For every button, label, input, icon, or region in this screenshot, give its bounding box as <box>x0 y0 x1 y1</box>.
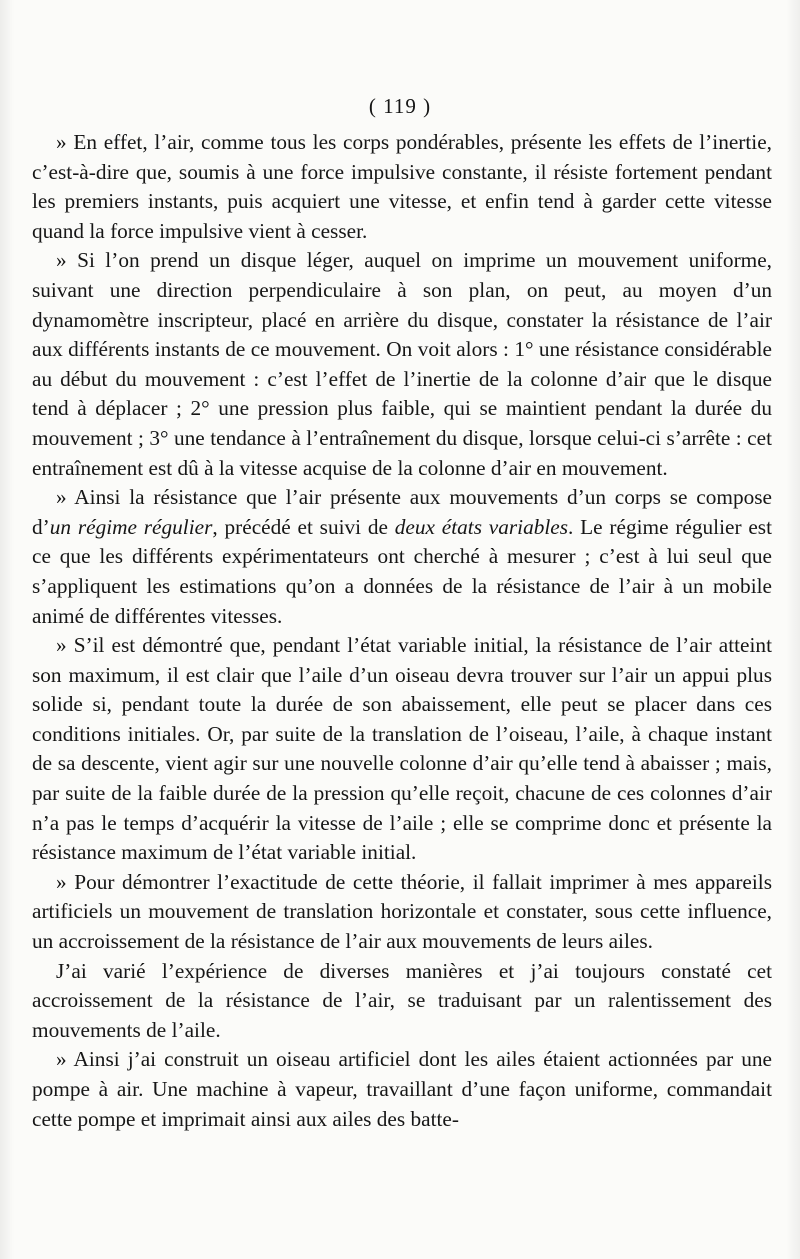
paragraph-3-part-1: » Ainsi la résistance que l’air présente aux mouvements d’un corps se compose d’ <box>32 485 772 539</box>
paragraph-4: » S’il est démontré que, pendant l’état variable initial, la résistance de l’air atteint son maximum, il est clair que l’aile d’un oiseau devra trouver sur l’air un appui plus solide si, pendant toute la durée de son abaissement, elle peut se placer dans ces conditions initiales. Or, par suite de la translation de l’oiseau, l’aile, à chaque instant de sa descente, vient agir sur une nouvelle colonne d’air qu’elle tend à abaisser ; mais, par suite de la faible durée de la pression qu’elle reçoit, chacune de ces colonnes d’air n’a pas le temps d’acquérir la vitesse de l’aile ; elle se comprime donc et présente la résistance maximum de l’état variable initial. <box>32 633 772 865</box>
paragraph-3 <box>32 483 772 631</box>
paragraph-1: » En effet, l’air, comme tous les corps pondérables, présente les effets de l’inertie, c’est-à-dire que, soumis à une force impulsive constante, il résiste fortement pendant les premiers instants, puis acquiert une vitesse, et enfin tend à garder cette vitesse quand la force impulsive vient à cesser. <box>32 130 772 243</box>
paragraph-3-part-2: , précédé et suivi de <box>212 514 395 539</box>
page-number: ( 119 ) <box>368 94 432 118</box>
paragraph-3-italic-regime: un régime régulier <box>49 514 213 539</box>
paragraph-6: J’ai varié l’expérience de diverses manières et j’ai toujours constaté cet accroissement de la résistance de l’air, se traduisant par un ralentissement des mouvements de l’aile. <box>32 958 772 1042</box>
paragraph-7: » Ainsi j’ai construit un oiseau artificiel dont les ailes étaient actionnées par une pompe à air. Une machine à vapeur, travaillant d’une façon uniforme, commandait cette pompe et imprimait ainsi aux ailes des batte- <box>32 1047 772 1131</box>
paragraph-3-italic-etats: deux états variables <box>394 514 569 539</box>
body-text <box>32 128 772 1134</box>
paragraph-2: » Si l’on prend un disque léger, auquel on imprime un mouvement uniforme, suivant une direction perpendiculaire à son plan, on peut, au moyen d’un dynamomètre inscripteur, placé en arrière du disque, constater la résistance de l’air aux différents instants de ce mouvement. On voit alors : 1° une résistance considérable au début du mouvement : c’est l’effet de l’inertie de la colonne d’air que le disque tend à déplacer ; 2° une pression plus faible, qui se maintient pendant la durée du mouvement ; 3° une tendance à l’entraînement du disque, lorsque celui-ci s’arrête : cet entraînement est dû à la vitesse acquise de la colonne d’air en mouvement. <box>32 248 772 480</box>
paragraph-3-part-3: . Le régime régulier est ce que les différents expérimentateurs ont cherché à mesurer ; c’est à lui seul que s’appliquent les estimations qu’on a données de la résistance de l’air à un mobile animé de différentes vitesses. <box>32 514 773 628</box>
page-edge-shadow-right <box>786 0 800 1259</box>
page-edge-shadow-left <box>0 0 14 1259</box>
paragraph-5: » Pour démontrer l’exactitude de cette théorie, il fallait imprimer à mes appareils artificiels un mouvement de translation horizontale et constater, sous cette influence, un accroissement de la résistance de l’air aux mouvements de leurs ailes. <box>32 869 772 954</box>
